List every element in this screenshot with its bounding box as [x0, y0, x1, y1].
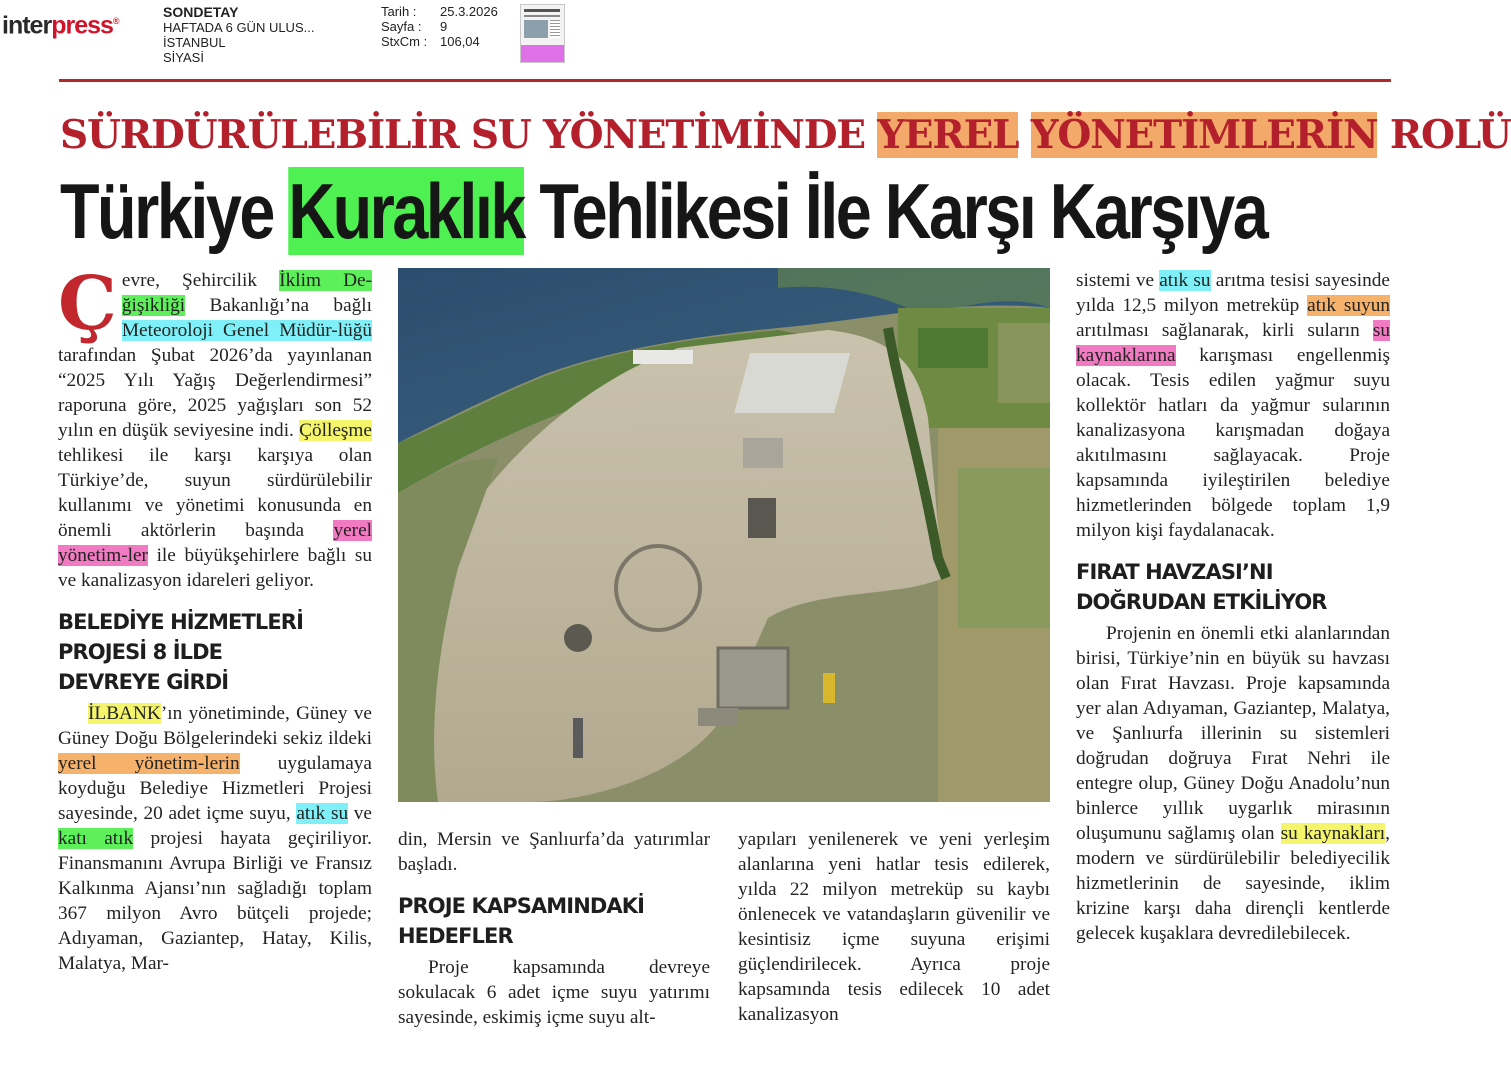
article-column-4 — [1076, 268, 1390, 946]
logo-text-accent: press — [51, 11, 113, 40]
text: arıtılması sağlanarak, kirli suların — [1076, 320, 1373, 341]
paragraph: yapıları yenilenerek ve yeni yerleşim alanlarına yeni hatlar tesis edilerek, yılda 22 milyon metreküp su kaybı önlenecek ve vatandaşların güvenilir ve kesintisiz içme suyuna erişimi güçlendirilecek. Ayrıca proje kapsamında tesis edilecek 10 adet kanalizasyon — [738, 829, 1050, 1025]
paragraph: Proje kapsamında devreye sokulacak 6 adet içme suyu yatırımı sayesinde, eskimiş içme suyu alt- — [398, 957, 710, 1028]
subheading-line: PROJESİ 8 İLDE — [58, 640, 223, 664]
subheading-line: BELEDİYE HİZMETLERİ — [58, 610, 303, 634]
paragraph — [58, 261, 372, 593]
highlight-yerel-yonetimlerin: yerel yönetim-lerin — [58, 753, 240, 774]
article-supertitle — [60, 108, 1511, 162]
subheading-line: HEDEFLER — [398, 924, 513, 948]
article-column-3 — [738, 827, 1050, 1027]
subheading-line: DOĞRUDAN ETKİLİYOR — [1076, 590, 1327, 614]
stxcm-value: 106,04 — [440, 34, 480, 49]
highlight-atik-su: atık su — [296, 803, 349, 824]
date-label: Tarih : — [381, 4, 417, 19]
page-thumbnail[interactable] — [520, 4, 565, 63]
title-text-2: Tehlikesi İle Karşı Karşıya — [523, 167, 1267, 255]
header-rule — [59, 79, 1391, 82]
supertitle-text-1: SÜRDÜRÜLEBİLİR SU YÖNETİMİNDE — [60, 112, 878, 158]
subheading-line: FIRAT HAVZASI’NI — [1076, 560, 1273, 584]
highlight-collesme: Çölleşme — [299, 420, 372, 441]
paragraph — [1076, 268, 1390, 543]
subheading-belediye-hizmetleri — [58, 607, 372, 697]
publication-city: İSTANBUL — [163, 35, 226, 50]
page-value: 9 — [440, 19, 448, 34]
publication-frequency: HAFTADA 6 GÜN ULUS... — [163, 20, 315, 35]
drop-cap: Ç — [58, 261, 117, 347]
highlight-su-kaynaklari: su kaynakları — [1280, 823, 1386, 844]
article-column-2 — [398, 827, 710, 1030]
text: Bakanlığı’na bağlı — [185, 295, 372, 316]
publication-section: SİYASİ — [163, 50, 204, 65]
paragraph — [1076, 621, 1390, 946]
clip-info — [381, 4, 498, 49]
text: evre, Şehircilik — [121, 270, 280, 291]
registered-mark-icon: ® — [112, 16, 119, 26]
text: sistemi ve — [1076, 270, 1160, 291]
article-title — [60, 167, 1267, 255]
highlight-yerel-yonetimler: yerel yönetim-ler — [58, 520, 372, 566]
text: arıtma tesisi sayesinde yılda 12,5 milyon metreküp — [1076, 270, 1390, 316]
text: ve — [348, 803, 372, 824]
text: ’ın yönetiminde, Güney ve Güney Doğu Bölgelerindeki sekiz ildeki — [58, 703, 372, 749]
title-text-1: Türkiye — [60, 167, 289, 255]
highlight-su-kaynaklarina: su kaynaklarına — [1076, 320, 1390, 366]
paragraph — [58, 701, 372, 976]
highlight-ilbank: İLBANK — [88, 703, 161, 724]
subheading-firat-havzasi — [1076, 557, 1390, 617]
highlight-kati-atik: katı atık — [58, 828, 134, 849]
text: projesi hayata geçiriliyor. Finansmanını Avrupa Birliği ve Fransız Kalkınma Ajansı’nın sağladığı toplam 367 milyon Avro bütçeli projede; Adıyaman, Gaziantep, Hatay, Kilis, Malatya, Mar- — [58, 828, 372, 974]
subheading-line: DEVREYE GİRDİ — [58, 670, 229, 694]
highlight-atik-su: atık su — [1159, 270, 1211, 291]
supertitle-highlight-yonetimlerin: YÖNETİMLERİN — [1030, 112, 1378, 158]
date-value: 25.3.2026 — [440, 4, 498, 19]
highlight-iklim-degisikligi: İklim De-ğişikliği — [121, 270, 372, 316]
clip-location-marker — [521, 45, 564, 62]
highlight-atik-suyun: atık suyun — [1307, 295, 1390, 316]
text: , modern ve sürdürülebilir belediyecilik hizmetlerinin de sayesinde, iklim krizine karşı daha dirençli kentlerde gelecek kuşaklara devredilebilecek. — [1076, 823, 1390, 944]
text: tehlikesi ile karşı karşıya olan Türkiye’de, suyun sürdürülebilir kullanımı ve yönetimi konusunda en önemli aktörlerin başında — [58, 445, 372, 541]
page-label: Sayfa : — [381, 19, 422, 34]
supertitle-text-2: ROLÜ — [1377, 112, 1511, 158]
title-highlight-kuraklik: Kuraklık — [288, 167, 524, 255]
publication-name: SONDETAY — [163, 4, 239, 20]
stxcm-label: StxCm : — [381, 34, 428, 49]
text: tarafından Şubat 2026’da yayınlanan “2025 Yılı Yağış Değerlendirmesi” raporuna göre, 2025 yağışları son 52 yılın en düşük seviyesine indi. — [58, 345, 372, 441]
logo-text-main: inter — [2, 11, 52, 40]
publication-info — [163, 5, 314, 65]
text: ile büyükşehirlere bağlı su ve kanalizasyon idareleri geliyor. — [58, 545, 372, 591]
highlight-meteoroloji: Meteoroloji Genel Müdür-lüğü — [121, 320, 372, 341]
text: karışması engellenmiş olacak. Tesis edilen yağmur suyu kollektör hatları da yağmur sularının kanalizasyona karışmadan doğaya akıtılmasını sağlayacak. Proje kapsamında iyileştirilen belediye hizmetlerinden bölgede toplam 1,9 milyon kişi faydalanacak. — [1076, 345, 1390, 541]
text: Projenin en önemli etki alanlarından birisi, Türkiye’nin en büyük su havzası olan Fırat Havzası. Proje kapsamında yer alan Adıyaman, Gaziantep, Malatya, ve Şanlıurfa illerinin su sistemleri doğrudan doğruya Fırat Nehri ile entegre olup, Güney Doğu Anadolu’nun binlerce yıllık uygarlık mirasının oluşumunu sağlamış olan — [1076, 623, 1390, 844]
paragraph: din, Mersin ve Şanlıurfa’da yatırımlar başladı. — [398, 829, 710, 875]
subheading-line: PROJE KAPSAMINDAKİ — [398, 894, 645, 918]
subheading-proje-kapsamindaki — [398, 891, 710, 951]
interpress-logo — [2, 6, 119, 40]
article-column-1 — [58, 261, 372, 976]
construction-site-aerial-photo — [398, 268, 1050, 802]
supertitle-highlight-yerel: YEREL — [877, 112, 1019, 158]
text: uygulamaya koyduğu Belediye Hizmetleri Projesi sayesinde, 20 adet içme suyu, — [58, 753, 372, 824]
